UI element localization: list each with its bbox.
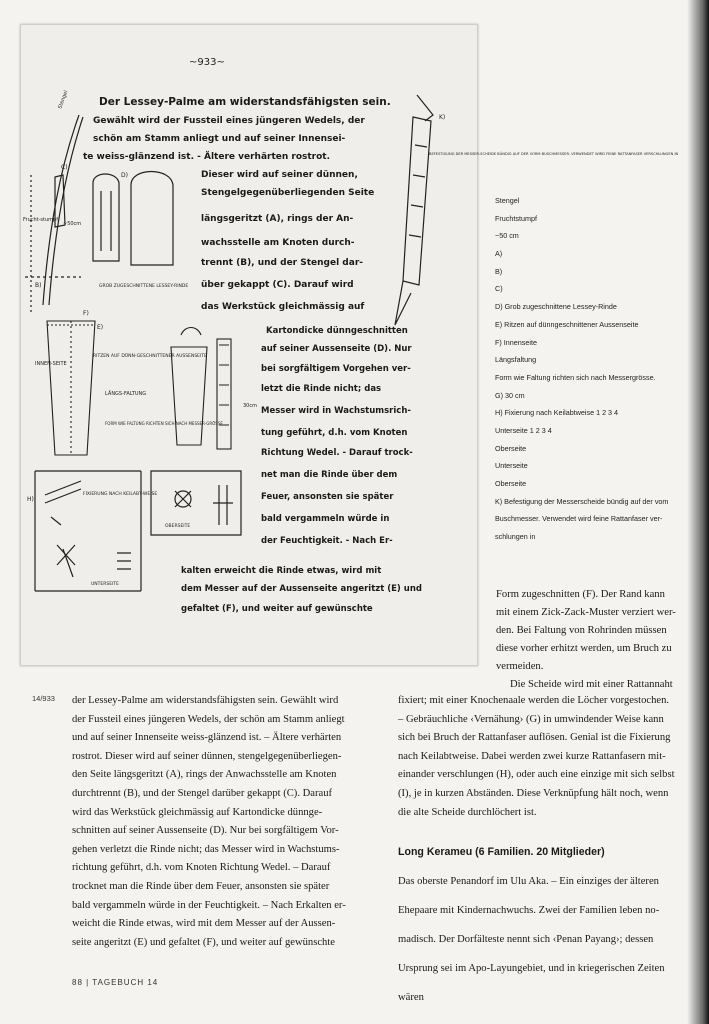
- legend-item: F) Innenseite: [495, 337, 537, 347]
- legend-item: D) Grob zugeschnittene Lessey-Rinde: [495, 302, 617, 312]
- legend-item: Unterseite 1 2 3 4: [495, 425, 552, 435]
- label-b: B): [35, 282, 42, 289]
- hand-line: schön am Stamm anliegt und auf seiner Innensei-: [93, 134, 346, 144]
- legend-item: Stengel: [495, 196, 520, 205]
- legend-item: Fruchtstumpf: [495, 213, 537, 223]
- knife-sketch: [395, 95, 433, 325]
- text-line: – Gebräuchliche ‹Vernähung› (G) in umwindender Weise kann: [398, 713, 664, 725]
- text-line: und auf seiner Innenseite weiss-glänzend ist. – Ältere verhärten: [72, 732, 342, 744]
- body-text-right-section: [398, 862, 708, 1019]
- text-line: der Fussteil eines jüngeren Wedels, der schön am Stamm anliegt: [72, 713, 345, 725]
- label-h: H): [27, 496, 34, 503]
- hand-line: kalten erweicht die Rinde etwas, wird mit: [181, 566, 382, 576]
- text-line: Die Scheide wird mit einer Rattannaht: [510, 679, 673, 690]
- label-50cm: ~50cm: [63, 221, 82, 227]
- hand-line: trennt (B), und der Stengel dar-: [201, 258, 363, 268]
- hand-line: Kartondicke dünngeschnitten: [266, 326, 408, 336]
- hand-line: Richtung Wedel. - Darauf trock-: [261, 448, 413, 458]
- legend-item: schlungen in: [495, 532, 536, 542]
- sketch-legend: [495, 196, 695, 550]
- label-fixierung: FIXIERUNG NACH KEILABT-WEISE: [83, 492, 158, 497]
- hand-line: der Feuchtigkeit. - Nach Er-: [261, 536, 393, 546]
- hand-line: bei sorgfältigem Vorgehen ver-: [261, 364, 411, 374]
- hand-line: Der Lessey-Palme am widerstandsfähigsten sein.: [99, 96, 391, 108]
- label-laengsfaltung: LÄNGS-FALTUNG: [105, 391, 147, 397]
- stem-sketch: [25, 115, 83, 315]
- text-line: einander verschlungen (H), oder auch eine einzige mit sich selbst: [398, 769, 675, 781]
- text-line: mit einem Zick-Zack-Muster verziert wer-: [496, 607, 676, 618]
- text-line: bald vergammeln würde in der Feuchtigkeit. – Nach Erkalten er-: [72, 899, 346, 911]
- text-line: der Lessey-Palme am widerstandsfähigsten sein. Gewählt wird: [72, 695, 339, 706]
- label-stengel: Stengel: [57, 89, 70, 110]
- page-footer: 88 | TAGEBUCH 14: [72, 978, 159, 987]
- text-line: nach Keilabtweise. Dabei werden zwei kurze Rattanfasern mit-: [398, 750, 666, 762]
- text-line: Das oberste Penandorf im Ulu Aka. – Ein einziges der älteren: [398, 875, 659, 887]
- text-line: die alte Scheide durchlöchert ist.: [398, 806, 537, 818]
- text-line: weicht die Rinde etwas, wird mit dem Messer auf der Aussen-: [72, 918, 336, 930]
- label-c: C): [61, 164, 68, 171]
- legend-item: ~50 cm: [495, 231, 519, 241]
- text-line: Ursprung sei im Apo-Layungebiet, und in kriegerischen Zeiten: [398, 963, 665, 975]
- page-reference: 14/933: [32, 694, 55, 703]
- label-unterseite: UNTERSEITE: [91, 582, 119, 587]
- text-line: (I), je in kurzen Abständen. Diese Verknüpfung hält noch, wenn: [398, 787, 669, 799]
- hand-line: dem Messer auf der Aussenseite angeritzt (E) und: [181, 584, 422, 594]
- hand-line: letzt die Rinde nicht; das: [261, 384, 382, 394]
- text-line: sich bei Bruch der Rattanfaser auflösen. Genial ist die Fixierung: [398, 732, 671, 744]
- text-line: wären: [398, 992, 424, 1004]
- label-form: FORM WIE FALTUNG RICHTEN SICH NACH MESSER-GRÖSSE: [105, 421, 223, 426]
- legend-item: Buschmesser. Verwendet wird feine Rattanfaser ver-: [495, 514, 663, 524]
- hand-line: bald vergammeln würde in: [261, 514, 390, 524]
- hand-line: über gekappt (C). Darauf wird: [201, 280, 354, 290]
- legend-item: Längsfaltung: [495, 355, 537, 365]
- label-innenseite: INNEN-SEITE: [35, 361, 67, 367]
- legend-item: Oberseite: [495, 443, 527, 453]
- mid-sketches: [171, 328, 231, 450]
- text-line: Ehepaare mit Kindernachwuchs. Zwei der Familien leben no-: [398, 904, 660, 916]
- legend-item: C): [495, 284, 503, 294]
- text-line: richtung geführt, d.h. vom Knoten Richtung Wedel. – Darauf: [72, 862, 331, 874]
- hand-line: Dieser wird auf seiner dünnen,: [201, 170, 358, 180]
- text-line: den Seite längsgeritzt (A), rings der Anwachsstelle am Knoten: [72, 769, 337, 781]
- text-line: diese vorher erhitzt werden, um Bruch zu: [496, 643, 672, 654]
- legend-item: K) Befestigung der Messerscheide bündig auf der vom: [495, 496, 669, 506]
- label-grob: GROB ZUGESCHNITTENE LESSEY-RINDE: [99, 284, 189, 289]
- hand-line: Feuer, ansonsten sie später: [261, 492, 394, 502]
- hand-line: gefaltet (F), und weiter auf gewünschte: [181, 604, 373, 614]
- label-oberseite: OBERSEITE: [165, 524, 191, 529]
- legend-item: H) Fixierung nach Keilabtweise 1 2 3 4: [495, 408, 619, 418]
- text-line: seite angeritzt (E) und gefaltet (F), und weiter auf gewünschte: [72, 936, 335, 948]
- manuscript-page-number: ~933~: [189, 57, 225, 68]
- hand-line: auf seiner Aussenseite (D). Nur: [261, 344, 412, 354]
- legend-item: A): [495, 249, 503, 259]
- hand-line: Gewählt wird der Fussteil eines jüngeren Wedels, der: [93, 116, 365, 126]
- hand-line: net man die Rinde über dem: [261, 470, 398, 480]
- hand-line: wachsstelle am Knoten durch-: [201, 238, 355, 248]
- rind-shapes: [93, 172, 173, 266]
- hand-line: Messer wird in Wachstumsrich-: [261, 406, 411, 416]
- hand-line: te weiss-glänzend ist. - Ältere verhärten rostrot.: [83, 152, 331, 162]
- legend-item: E) Ritzen auf dünngeschnittener Aussenseite: [495, 319, 639, 329]
- label-d: D): [121, 172, 128, 179]
- label-30cm: 30cm: [243, 403, 257, 409]
- label-befestigung: BEFESTIGUNG DER MESSER-SCHEIDE BÜNDIG AUF DER VORM BUSCHMESSER. VERWENDET WIRD FEINE RATTANFASER VERSCHLUNGEN IN: [429, 152, 679, 156]
- text-line: madisch. Der Dorfälteste nennt sich ‹Penan Payang›; dessen: [398, 933, 654, 945]
- sheath-sketch: [47, 321, 95, 455]
- label-e: E): [97, 324, 104, 331]
- legend-item: Unterseite: [495, 461, 528, 471]
- text-line: den. Bei Faltung von Rohrinden müssen: [496, 625, 667, 636]
- body-text-right: [398, 692, 708, 822]
- legend-item: G) 30 cm: [495, 390, 525, 400]
- hand-line: Stengelgegenüberliegenden Seite: [201, 188, 375, 198]
- legend-item: Form wie Faltung richten sich nach Messergrösse.: [495, 372, 656, 382]
- section-heading: Long Kerameu (6 Familien. 20 Mitglieder): [398, 846, 605, 858]
- text-line: fixiert; mit einer Knochenaale werden die Löcher vorgestochen.: [398, 695, 670, 706]
- hand-line: tung geführt, d.h. vom Knoten: [261, 428, 408, 438]
- hand-line: das Werkstück gleichmässig auf: [201, 302, 365, 312]
- text-line: schnitten auf seiner Aussenseite (D). Nur bei sorgfältigem Vor-: [72, 825, 339, 837]
- text-line: durchtrennt (B), und der Stengel darüber gekappt (C). Darauf: [72, 787, 333, 799]
- text-line: vermeiden.: [496, 661, 544, 672]
- legend-item: B): [495, 266, 503, 276]
- label-k: K): [439, 114, 446, 121]
- right-column-top-text: [496, 586, 706, 694]
- legend-item: Oberseite: [495, 479, 527, 488]
- text-line: Form zugeschnitten (F). Der Rand kann: [496, 589, 665, 600]
- text-line: wird das Werkstück gleichmässig auf Kartondicke dünnge-: [72, 806, 323, 818]
- text-line: trocknet man die Rinde über dem Feuer, ansonsten sie später: [72, 880, 330, 892]
- label-ritzen: RITZEN AUF DÜNN-GESCHNITTENER AUSSENSEITE: [93, 354, 207, 359]
- label-fruchtstumpf: Frucht-stumpf: [23, 217, 58, 223]
- label-f: F): [83, 310, 89, 317]
- text-line: rostrot. Dieser wird auf seiner dünnen, stengelgegenüberliegen-: [72, 750, 342, 762]
- body-text-left: [72, 692, 380, 952]
- text-line: gehen verletzt die Rinde nicht; das Messer wird in Wachstums-: [72, 843, 340, 855]
- hand-line: längsgeritzt (A), rings der An-: [201, 214, 354, 224]
